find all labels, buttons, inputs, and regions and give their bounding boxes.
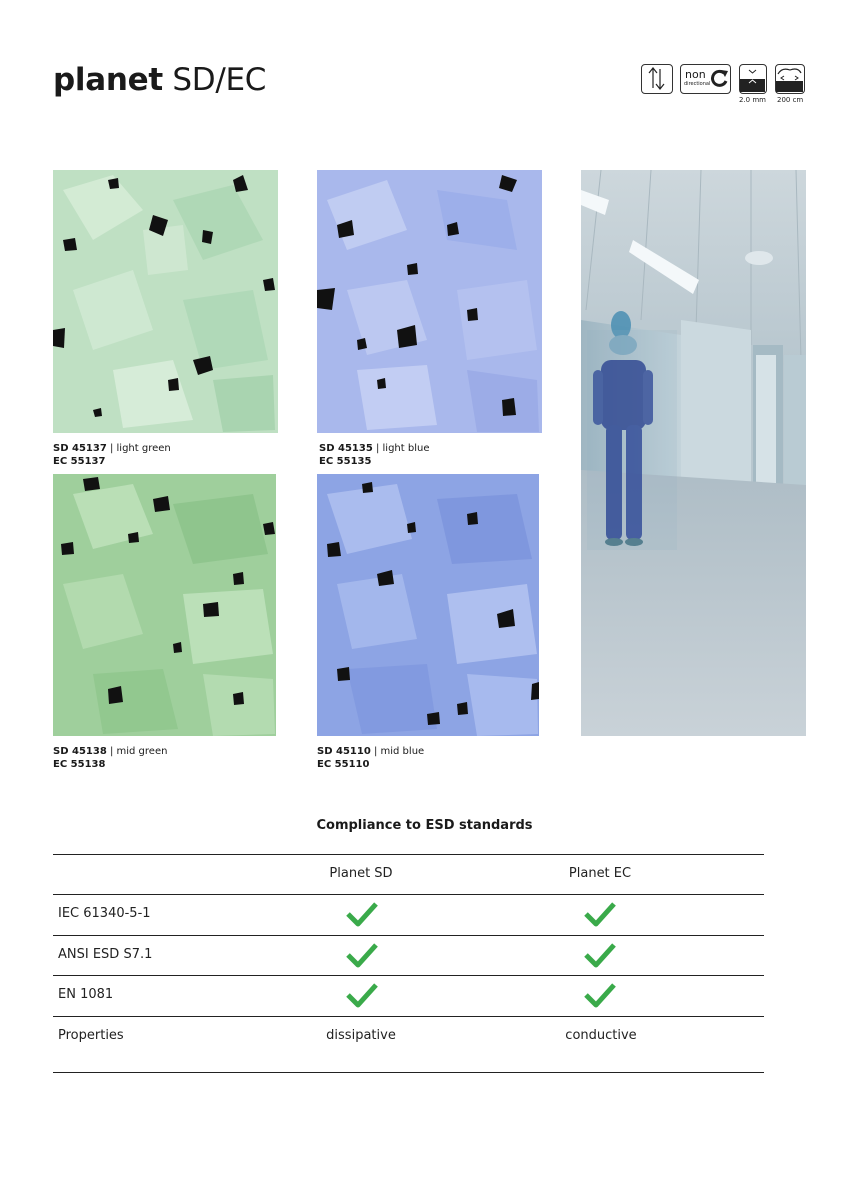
swatch-code: SD 45135 [319, 443, 373, 454]
checkmark-icon [345, 941, 379, 969]
swatch-ec-code: EC 55110 [317, 759, 370, 770]
table-title: Compliance to ESD standards [316, 818, 533, 833]
row-label: IEC 61340-5-1 [58, 906, 151, 921]
swatch-ec-code: EC 55138 [53, 759, 106, 770]
swatch-color-name: light green [116, 443, 171, 454]
swatch-image-light-blue [317, 170, 542, 433]
swatch-code: SD 45110 [317, 746, 371, 757]
swatch-color-name: mid green [116, 746, 168, 757]
column-header-planet-ec: Planet EC [568, 866, 632, 881]
swatch-caption-light-green: SD 45137 | light green EC 55137 [53, 443, 171, 467]
swatch-code: SD 45137 [53, 443, 107, 454]
swatch-caption-light-blue: SD 45135 | light blue EC 55135 [319, 443, 430, 467]
swatch-color-name: light blue [382, 443, 430, 454]
table-bottom-rule [53, 1072, 764, 1073]
corridor-photo [581, 170, 806, 736]
checkmark-icon [345, 900, 379, 928]
swatch-color-name: mid blue [380, 746, 425, 757]
reversible-icon [641, 64, 673, 94]
swatch-code: SD 45138 [53, 746, 107, 757]
swatch-image-light-green [53, 170, 278, 433]
row-label: ANSI ESD S7.1 [58, 947, 153, 962]
table-row-rule [53, 894, 764, 895]
swatch-caption-mid-green: SD 45138 | mid green EC 55138 [53, 746, 168, 770]
row-label: EN 1081 [58, 987, 114, 1002]
checkmark-icon [583, 900, 617, 928]
product-icons [641, 64, 811, 108]
page-title [53, 62, 266, 98]
swatch-caption-mid-blue: SD 45110 | mid blue EC 55110 [317, 746, 425, 770]
swatch-ec-code: EC 55135 [319, 456, 372, 467]
non-directional-text: non [685, 68, 706, 81]
thickness-caption: 2.0 mm [739, 96, 766, 104]
non-directional-icon [680, 64, 731, 94]
table-row-rule [53, 975, 764, 976]
row-label: Properties [58, 1028, 124, 1043]
roll-width-caption: 200 cm [777, 96, 804, 104]
property-planet-sd: dissipative [326, 1028, 396, 1043]
title-variant: SD/EC [172, 62, 267, 98]
checkmark-icon [345, 981, 379, 1009]
table-row-rule [53, 1016, 764, 1017]
non-directional-subtext: directional [684, 81, 711, 87]
swatch-image-mid-blue [317, 474, 539, 736]
roll-width-icon [775, 64, 805, 94]
swatch-ec-code: EC 55137 [53, 456, 106, 467]
checkmark-icon [583, 981, 617, 1009]
property-planet-ec: conductive [565, 1028, 637, 1043]
checkmark-icon [583, 941, 617, 969]
table-row-rule [53, 935, 764, 936]
column-header-planet-sd: Planet SD [329, 866, 393, 881]
title-brand: planet [53, 62, 163, 98]
swatch-image-mid-green [53, 474, 276, 736]
table-top-rule [53, 854, 764, 855]
thickness-icon [739, 64, 767, 94]
